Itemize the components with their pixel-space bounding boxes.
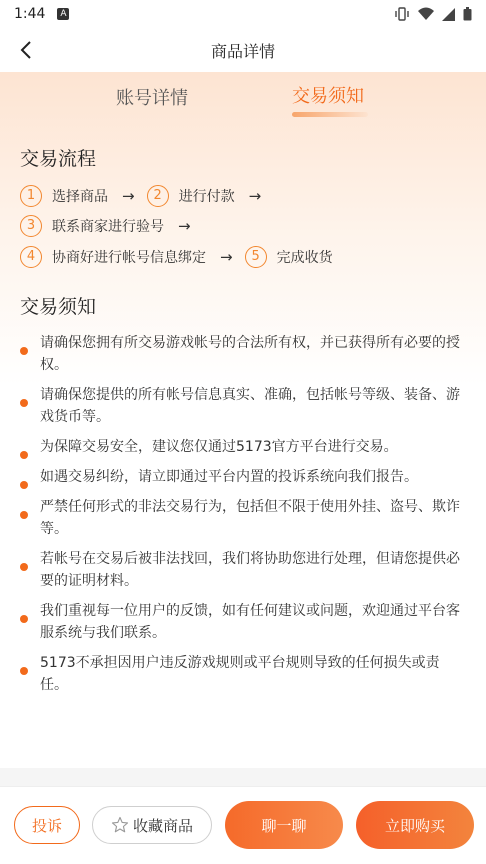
arrow-right-icon: → [248,187,262,205]
list-item [20,548,466,592]
bullet-dot [20,347,28,355]
step-number: 2 [147,185,169,207]
flow-row [20,245,333,269]
wifi-icon [418,7,434,21]
step-label: 完成收货 [276,250,333,266]
notice-text: 严禁任何形式的非法交易行为，包括但不限于使用外挂、盗号、欺诈等。 [40,499,460,537]
report-button[interactable]: 投诉 [14,806,80,844]
favorite-button[interactable] [92,806,212,844]
favorite-label: 收藏商品 [132,816,193,835]
step-label: 选择商品 [52,189,108,205]
step-number: 5 [245,246,267,268]
flow-row [20,184,273,208]
notice-text: 请确保您拥有所交易游戏帐号的合法所有权，并已获得所有必要的授权。 [40,335,460,373]
notice-section-title: 交易须知 [20,296,97,318]
step-label: 进行付款 [178,189,235,205]
main-content [0,72,486,768]
list-item [20,384,466,428]
bullet-dot [20,399,28,407]
active-tab-indicator [292,112,368,117]
step-number: 1 [20,185,42,207]
tab-trade-notice[interactable]: 交易须知 [292,86,364,107]
tab-account-details[interactable]: 账号详情 [116,88,188,109]
notice-text: 我们重视每一位用户的反馈，如有任何建议或问题，欢迎通过平台客服系统与我们联系。 [40,603,460,641]
list-item [20,466,466,488]
list-item [20,600,466,644]
arrow-right-icon: → [122,187,135,205]
notice-text: 请确保您提供的所有帐号信息真实、准确，包括帐号等级、装备、游戏货币等。 [40,387,460,425]
bottom-action-bar [0,786,486,864]
star-outline-icon [111,816,129,834]
bullet-dot [20,511,28,519]
arrow-right-icon: → [220,248,233,266]
status-icons [394,7,472,21]
tab-bar [0,72,486,124]
app-header [0,28,486,72]
notice-text: 5173不承担因用户违反游戏规则或平台规则导致的任何损失或责任。 [40,655,440,693]
notice-list [20,332,466,696]
notice-text: 若帐号在交易后被非法找回，我们将协助您进行处理，但请您提供必要的证明材料。 [40,551,460,589]
vibrate-icon [394,7,410,21]
notification-icon: A [57,8,69,20]
bullet-dot [20,615,28,623]
flow-row [20,214,203,238]
step-label: 联系商家进行验号 [52,219,164,235]
notice-text: 为保障交易安全，建议您仅通过5173官方平台进行交易。 [40,439,398,455]
step-number: 4 [20,246,42,268]
battery-icon [463,7,472,21]
buy-now-button[interactable]: 立即购买 [356,801,474,849]
step-number: 3 [20,215,42,237]
section-divider [0,768,486,786]
bullet-dot [20,451,28,459]
bullet-dot [20,481,28,489]
notice-text: 如遇交易纠纷，请立即通过平台内置的投诉系统向我们报告。 [40,469,418,485]
step-label: 协商好进行帐号信息绑定 [52,250,206,266]
bullet-dot [20,563,28,571]
list-item [20,496,466,540]
chat-button[interactable]: 聊一聊 [225,801,343,849]
page-title: 商品详情 [210,42,275,61]
list-item [20,436,466,458]
bullet-dot [20,667,28,675]
status-time: 1:44 [14,6,46,22]
arrow-right-icon: → [178,217,191,235]
signal-icon [442,8,455,21]
status-bar [0,0,486,28]
list-item [20,332,466,376]
flow-section-title: 交易流程 [20,148,97,170]
list-item [20,652,466,696]
